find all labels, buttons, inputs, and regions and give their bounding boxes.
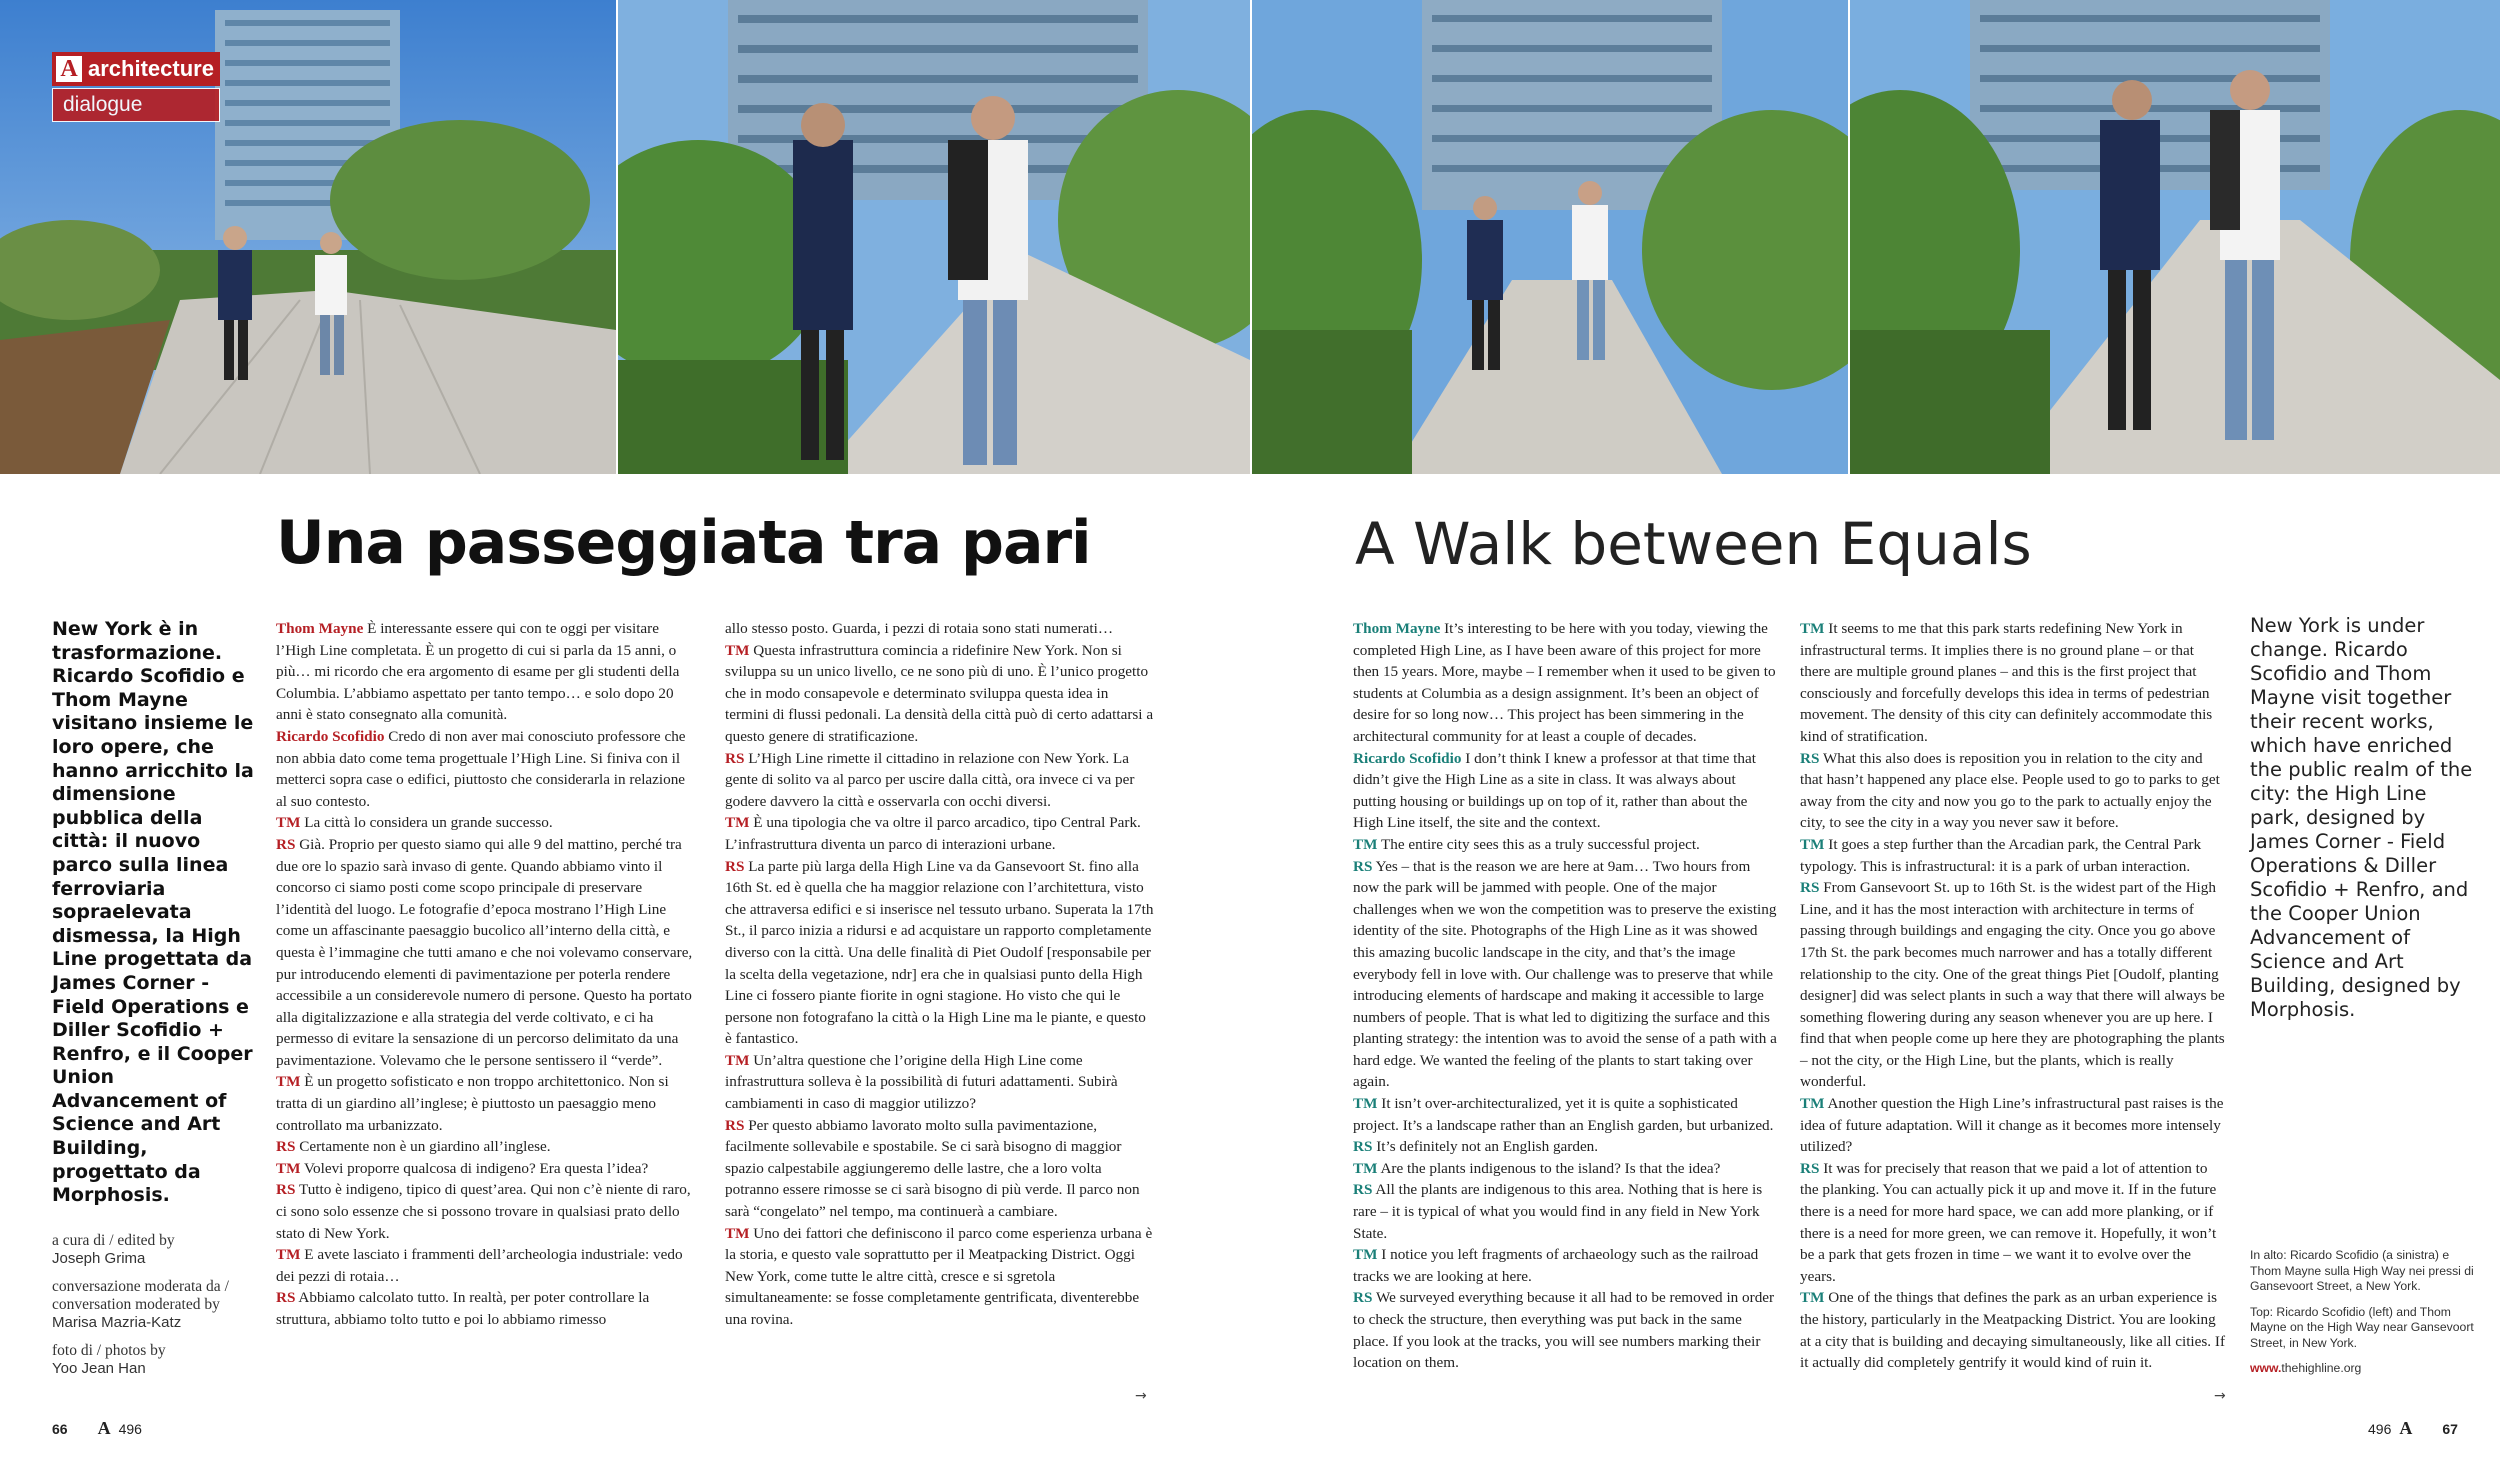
dialogue-paragraph (1800, 877, 2225, 1093)
dialogue-paragraph (1353, 1158, 1778, 1180)
dialogue-text: It goes a step further than the Arcadian park, the Central Park typology. This is infrastructural: it is a park of urban interaction. (1800, 835, 2202, 875)
speaker-name: TM (276, 814, 301, 832)
credit-photos-label: foto di / photos by (52, 1342, 166, 1359)
dialogue-paragraph (1353, 1136, 1778, 1158)
credit-moderator-name: Marisa Mazria-Katz (52, 1314, 182, 1331)
speaker-name: TM (1800, 620, 1825, 637)
dialogue-paragraph (1353, 1244, 1778, 1287)
speaker-name: TM (725, 641, 750, 659)
dialogue-text: Volevi proporre qualcosa di indigeno? Era questa l’idea? (304, 1159, 649, 1177)
dialogue-text: Uno dei fattori che definiscono il parco come esperienza urbana è la storia, e questo vale soprattutto per il Meatpacking District. Oggi New York, come tutte le altre città, cresce e si sgretola simultaneamente: se fosse completamente gentrificata, diventerebbe una rovina. (725, 1224, 1153, 1328)
credit-moderator (52, 1278, 262, 1332)
credit-editor-label: a cura di / edited by (52, 1232, 175, 1249)
dialogue-paragraph (1353, 856, 1778, 1094)
dialogue-text: Un’altra questione che l’origine della High Line come infrastruttura solleva è la possibilità di futuri adattamenti. Subirà cambiamenti in caso di maggior utilizzo? (725, 1051, 1118, 1113)
dialogue-paragraph (276, 1158, 699, 1180)
speaker-name: RS (276, 1181, 296, 1199)
dialogue-text: È un progetto sofisticato e non troppo architettonico. Non si tratta di un giardino all’inglese; è piuttosto un paesaggio meno controllato ma urbanizzato. (276, 1073, 669, 1134)
dialogue-paragraph (725, 1115, 1155, 1223)
dialogue-text: E avete lasciato i frammenti dell’archeologia industriale: vedo dei pezzi di rotaia… (276, 1246, 683, 1285)
credit-moderator-label: conversazione moderata da / conversation moderated by (52, 1278, 229, 1313)
dialogue-paragraph (1353, 1179, 1778, 1244)
photo-4 (1850, 0, 2500, 474)
dialogue-text: Per questo abbiamo lavorato molto sulla pavimentazione, facilmente sollevabile e spostabile. Se ci sarà bisogno di maggior spazio calpestabile aggiungeremo delle lastre, che a loro volta potranno essere rimosse se ci sarà bisogno di più verde. Il parco non sarà “congelato” nel tempo, ma continuerà a cambiare. (725, 1116, 1140, 1221)
credit-editor (52, 1232, 262, 1268)
website-prefix: www. (2250, 1361, 2282, 1375)
dialogue-paragraph (1800, 1093, 2225, 1158)
title-italian: Una passeggiata tra pari (276, 508, 1091, 578)
speaker-name: RS (1353, 857, 1373, 875)
dialogue-text: I don’t think I knew a professor at that time that didn’t give the High Line as a site in class. It was always about putting housing or buildings up on top of it, rather than about the High Line itself, the site and the context. (1353, 749, 1756, 832)
dialogue-paragraph (725, 640, 1155, 748)
title-english: A Walk between Equals (1355, 510, 2032, 578)
dialogue-text: allo stesso posto. Guarda, i pezzi di rotaia sono stati numerati… (725, 620, 1114, 637)
dialogue-text: Yes – that is the reason we are here at 9am… Two hours from now the park will be jammed with people. One of the major challenges when we won the competition was to preserve the existing identity of the site. Photographs of the High Line as it was showed this amazing bucolic landscape in the city, and that’s the image everybody fell in love with. Our challenge was to preserve that while introducing elements of hardscape and making it accessible to large numbers of people. That is what led to digitizing the surface and this planting strategy: the intention was to avoid the sense of a path with a hard edge. We wanted the feeling of the plants to start taking over again. (1353, 857, 1777, 1091)
credit-editor-name: Joseph Grima (52, 1250, 146, 1267)
speaker-name: TM (276, 1159, 301, 1177)
dialogue-text: All the plants are indigenous to this area. Nothing that is here is rare – it is typical of what you would find in any field in New York State. (1353, 1181, 1763, 1242)
dialogue-text: Questa infrastruttura comincia a ridefinire New York. Non si sviluppa su un unico livello, ce ne sono più di uno. È l’unico progetto che in modo consapevole e determinato sviluppa questa idea in termini di flussi pedonali. La densità della città può di certo adattarsi a questo genere di stratificazione. (725, 641, 1154, 745)
dialogue-text: Già. Proprio per questo siamo qui alle 9 del mattino, perché tra due ore lo spazio sarà invaso di gente. Quando abbiamo vinto il concorso ci siamo posti come scopo principale di preservare l’identità del luogo. Le fotografie d’epoca mostrano l’High Line come un affascinante paesaggio bucolico all’interno della città, e questa è l’immagine che tutti amano e che noi volevamo conservare, pur introducendo elementi di pavimentazione per poterla rendere accessibile a un considerevole numero di persone. Questo ha portato alla digitalizzazione e alla strategia del verde coltivato, e ci ha permesso di evitare la sensazione di un percorso delimitato da una pavimentazione. Volevamo che le persone sentissero il “verde”. (276, 835, 693, 1069)
magazine-logo-icon: A (56, 56, 82, 82)
dialogue-paragraph (725, 812, 1155, 855)
continue-arrow-right: → (2214, 1388, 2226, 1404)
dialogue-paragraph (725, 748, 1155, 813)
credit-photos-name: Yoo Jean Han (52, 1360, 146, 1377)
speaker-name: RS (725, 749, 745, 767)
speaker-name: TM (1353, 1159, 1378, 1177)
caption-italian: In alto: Ricardo Scofidio (a sinistra) e Thom Mayne sulla High Way nei pressi di Gansevoort Street, a New York. (2250, 1248, 2474, 1293)
folio-left (52, 1418, 142, 1439)
dialogue-paragraph (1800, 618, 2225, 748)
dialogue-text: L’High Line rimette il cittadino in relazione con New York. La gente di solito va al parco per uscire dalla città, ora invece ci va per godere davvero la città e osservarla con occhi diversi. (725, 749, 1135, 810)
speaker-name: RS (276, 835, 296, 853)
speaker-name: Ricardo Scofidio (1353, 749, 1462, 767)
speaker-name: TM (1800, 1095, 1825, 1113)
speaker-name: TM (725, 814, 750, 832)
caption-english: Top: Ricardo Scofidio (left) and Thom Mayne on the High Way near Gansevoort Street, in New York. (2250, 1304, 2474, 1350)
speaker-name: RS (1353, 1181, 1373, 1199)
photo-caption (2250, 1248, 2480, 1387)
dialogue-paragraph (1353, 748, 1778, 834)
dialogue-text: It isn’t over-architecturalized, yet it is quite a sophisticated project. It’s a landscape rather than an English garden, but urbanized. (1353, 1095, 1774, 1134)
speaker-name: TM (1353, 835, 1378, 853)
body-english-column-1 (1353, 618, 1778, 1374)
dialogue-paragraph (725, 1050, 1155, 1115)
dialogue-text: It’s definitely not an English garden. (1376, 1138, 1599, 1156)
speaker-name: RS (725, 1116, 745, 1134)
dialogue-text: It’s interesting to be here with you today, viewing the completed High Line, as I have been aware of this project for more then 15 years. More, maybe – I remember when it used to be given to students at Columbia as a design assignment. It’s been an object of desire for so long now… This project has been simmering in the architectural community for at least a couple of decades. (1353, 620, 1776, 745)
speaker-name: TM (1353, 1095, 1378, 1113)
dialogue-paragraph (1353, 618, 1778, 748)
dialogue-paragraph (725, 1223, 1155, 1331)
lead-english: New York is under change. Ricardo Scofidio and Thom Mayne visit together their recent works, which have enriched the public realm of the city: the High Line park, designed by James Corner - Field Operations & Diller Scofidio + Renfro, and the Cooper Union Advancement of Science and Art Building, designed by Morphosis. (2250, 614, 2473, 1021)
dialogue-paragraph (1353, 834, 1778, 856)
issue-number-left: 496 (118, 1420, 142, 1437)
website-link[interactable] (2250, 1361, 2480, 1377)
credits (52, 1232, 262, 1388)
dialogue-paragraph (1353, 1287, 1778, 1373)
dialogue-text: Are the plants indigenous to the island? Is that the idea? (1380, 1159, 1721, 1177)
subsection-label: dialogue (52, 88, 220, 122)
dialogue-paragraph (276, 834, 699, 1072)
speaker-name: TM (725, 1051, 750, 1069)
speaker-name: RS (276, 1138, 296, 1156)
speaker-name: RS (1800, 879, 1820, 897)
speaker-name: RS (1800, 1159, 1820, 1177)
dialogue-paragraph (1800, 834, 2225, 877)
page-number-right: 67 (2442, 1420, 2458, 1437)
dialogue-paragraph (276, 1136, 699, 1158)
dialogue-text: From Gansevoort St. up to 16th St. is the widest part of the High Line, and it has the most interaction with architecture in terms of passing through buildings and engaging the city. Once you go above 17th St. the park becomes much narrower and has a totally different relationship to the city. One of the great things Piet [Oudolf, planting designer] did was select plants in such a way that there will always be something flowering during any season whenever you are up here. I find that when people come up here they are photographing the plants – not the city, or the High Line, but the plants, which is really wonderful. (1800, 879, 2225, 1091)
speaker-name: Thom Mayne (1353, 620, 1441, 637)
speaker-name: TM (725, 1224, 750, 1242)
dialogue-paragraph (276, 1287, 699, 1330)
dialogue-paragraph (276, 618, 699, 726)
dialogue-paragraph (1353, 1093, 1778, 1136)
dialogue-text: It seems to me that this park starts redefining New York in infrastructural terms. It implies there is no ground plane – or that there are multiple ground planes – and this is the first project that consciously and forcefully develops this idea in terms of pedestrian movement. The density of this city can definitely accommodate this kind of stratification. (1800, 620, 2213, 745)
speaker-name: TM (276, 1246, 301, 1264)
dialogue-paragraph (276, 812, 699, 834)
speaker-name: Ricardo Scofidio (276, 727, 385, 745)
dialogue-text: It was for precisely that reason that we paid a lot of attention to the planking. You can actually pick it up and move it. If in the future there is a need for more hard space, we can add more planking, or if there is a need for more green, we can remove it. Hopefully, it won’t be a park that gets frozen in time – we want it to evolve over the years. (1800, 1159, 2217, 1285)
speaker-name: TM (276, 1073, 301, 1091)
dialogue-text: La parte più larga della High Line va da Gansevoort St. fino alla 16th St. ed è quella che ha maggior relazione con l’architettura, visto che attraversa edifici e si inserisce nel tessuto urbano. Superata la 17th St., il parco inizia a ridursi e ad acquistare un rapporto completamente diverso con la città. Una delle finalità di Piet Oudolf [responsabile per la scelta della vegetazione, ndr] era che in qualsiasi punto della High Line ci fossero piante fiorite in ogni stagione. Ho visto che qui le persone non fotografano la città o la High Line ma le piante, e questo è fantastico. (725, 857, 1154, 1048)
dialogue-paragraph (1800, 1287, 2225, 1373)
section-badge (52, 52, 220, 122)
speaker-name: RS (1800, 749, 1820, 767)
folio-logo-icon-left: A (97, 1418, 111, 1438)
issue-number-right: 496 (2368, 1420, 2392, 1437)
lead-italian: New York è in trasformazione. Ricardo Scofidio e Thom Mayne visitano insieme le loro opere, che hanno arricchito la dimensione pubblica della città: il nuovo parco sulla linea ferroviaria sopraelevata dismessa, la High Line progettata da James Corner - Field Operations e Diller Scofidio + Renfro, e il Cooper Union Advancement of Science and Art Building, progettato da Morphosis. (52, 618, 254, 1207)
dialogue-paragraph (276, 1071, 699, 1136)
speaker-name: Thom Mayne (276, 620, 364, 637)
dialogue-text: Credo di non aver mai conosciuto professore che non abbia dato come tema progettuale l’High Line. Si finiva con il metterci sopra case o edifici, piuttosto che considerarla in relazione al suo contesto. (276, 727, 686, 810)
dialogue-paragraph (725, 856, 1155, 1050)
photo-3 (1252, 0, 1848, 474)
section-badge-top (52, 52, 220, 86)
dialogue-text: What this also does is reposition you in relation to the city and that hasn’t happened any place else. People used to go to parks to get away from the city and now you go to the park to actually enjoy the city, to see the city in a way you never saw it before. (1800, 749, 2220, 832)
dialogue-text: I notice you left fragments of archaeology such as the railroad tracks we are looking at here. (1353, 1246, 1759, 1285)
dialogue-text: È interessante essere qui con te oggi per visitare l’High Line completata. È un progetto di cui si parla da 15 anni, o più… mi ricordo che era argomento di esame per gli studenti della Columbia. L’abbiamo aspettato per tanto tempo… e solo dopo 20 anni è stato consegnato alla comunità. (276, 620, 680, 724)
dialogue-paragraph (1800, 748, 2225, 834)
dialogue-paragraph (1800, 1158, 2225, 1288)
folio-right (2368, 1418, 2458, 1439)
dialogue-text: Tutto è indigeno, tipico di quest’area. Qui non c’è niente di raro, ci sono solo essenze che si possono trovare in qualsiasi prato dello stato di New York. (276, 1181, 691, 1242)
photo-2 (618, 0, 1250, 474)
dialogue-text: The entire city sees this as a truly successful project. (1381, 835, 1700, 853)
dialogue-text: È una tipologia che va oltre il parco arcadico, tipo Central Park. L’infrastruttura diventa un parco di interazioni urbane. (725, 814, 1141, 853)
website-domain: thehighline.org (2281, 1361, 2362, 1375)
dialogue-text: Abbiamo calcolato tutto. In realtà, per poter controllare la struttura, abbiamo tolto tutto e poi lo abbiamo rimesso (276, 1289, 650, 1328)
dialogue-text: Another question the High Line’s infrastructural past raises is the idea of future adaptation. Will it change as it becomes more intensely utilized? (1800, 1095, 2224, 1156)
folio-logo-icon-right: A (2399, 1418, 2413, 1438)
dialogue-paragraph (725, 618, 1155, 640)
body-english-column-2 (1800, 618, 2225, 1374)
speaker-name: RS (1353, 1138, 1373, 1156)
page-number-left: 66 (52, 1420, 68, 1437)
dialogue-text: One of the things that defines the park as an urban experience is the history, particularly in the Meatpacking District. You are looking at a city that is building and decaying simultaneously, like all cities. If it actually did completely gentrify it would kind of ruin it. (1800, 1289, 2226, 1372)
dialogue-text: We surveyed everything because it all had to be removed in order to check the structure, then everything was put back in the same place. If you look at the tracks, you will see numbers marking their location on them. (1353, 1289, 1775, 1372)
dialogue-paragraph (276, 726, 699, 812)
credit-photos (52, 1342, 262, 1378)
dialogue-paragraph (276, 1179, 699, 1244)
speaker-name: RS (1353, 1289, 1373, 1307)
body-italian-column-1 (276, 618, 699, 1331)
speaker-name: RS (276, 1289, 296, 1307)
speaker-name: RS (725, 857, 745, 875)
dialogue-text: La città lo considera un grande successo. (304, 814, 553, 832)
dialogue-paragraph (276, 1244, 699, 1287)
body-italian-column-2 (725, 618, 1155, 1331)
speaker-name: TM (1800, 1289, 1825, 1307)
speaker-name: TM (1800, 835, 1825, 853)
speaker-name: TM (1353, 1246, 1378, 1264)
continue-arrow-left: → (1135, 1388, 1147, 1404)
dialogue-text: Certamente non è un giardino all’inglese. (299, 1138, 551, 1156)
section-label: architecture (88, 56, 214, 81)
